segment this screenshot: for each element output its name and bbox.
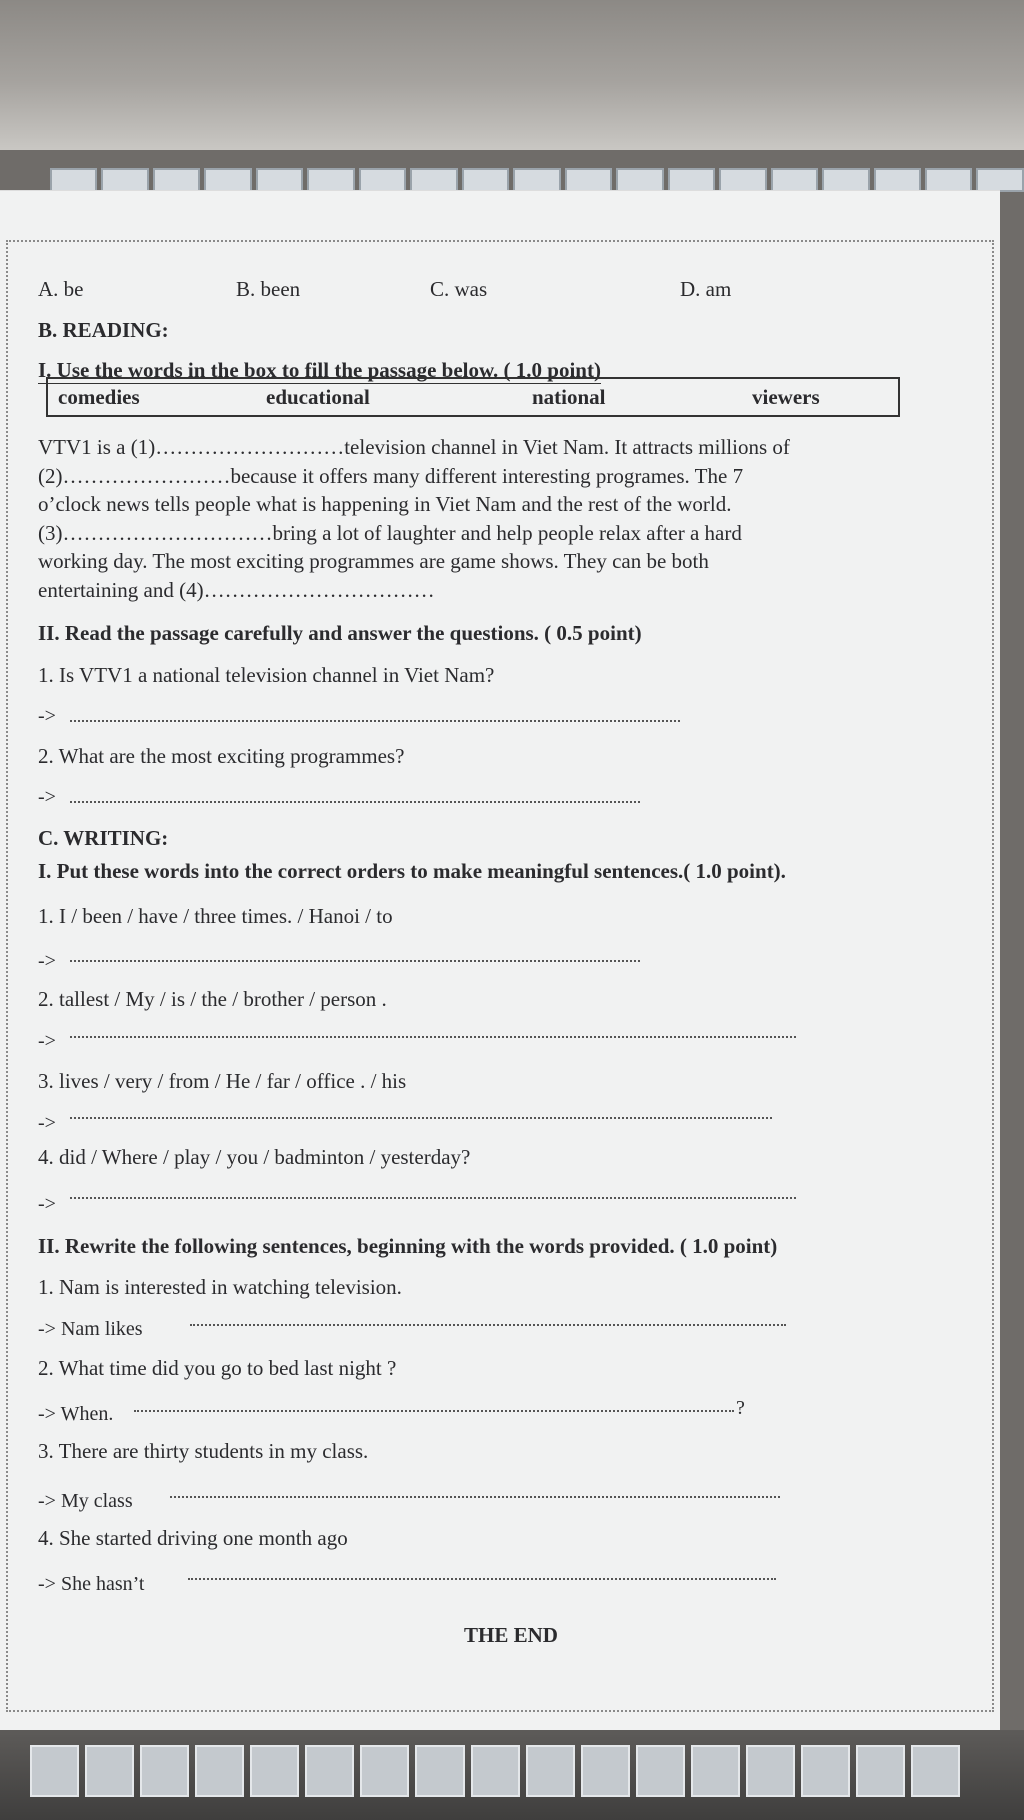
writing-item-2: 2. tallest / My / is / the / brother / person . [38,987,387,1011]
option-d: D. am [680,277,732,301]
passage-line: VTV1 is a (1)………………………television channel in Viet Nam. It attracts millions of [38,435,790,459]
answer-prompt: -> [38,1193,56,1215]
rewrite-item-4: 4. She started driving one month ago [38,1526,348,1550]
option-c: C. was [430,277,488,301]
answer-line[interactable] [70,801,640,803]
answer-line[interactable] [190,1324,786,1326]
rewrite-item-2: 2. What time did you go to bed last night ? [38,1356,397,1380]
rewrite-prompt: -> Nam likes [38,1318,143,1340]
word-box-item: educational [266,385,370,409]
answer-line[interactable] [70,960,640,962]
writing-item-4: 4. did / Where / play / you / badminton / yesterday? [38,1145,471,1169]
reading-question-1: 1. Is VTV1 a national television channel in Viet Nam? [38,663,495,687]
option-b: B. been [236,277,301,301]
writing-heading: C. WRITING: [38,826,169,850]
writing-item-1: 1. I / been / have / three times. / Hanoi / to [38,904,393,928]
answer-line[interactable] [134,1410,734,1412]
reading-question-2: 2. What are the most exciting programmes? [38,744,405,768]
answer-line[interactable] [70,1197,796,1199]
reading-passage [38,433,968,604]
passage-line: (2)……………………because it offers many different interesting programes. The 7 [38,463,744,488]
rewrite-prompt: -> When. [38,1403,114,1425]
passage-line: (3)…………………………bring a lot of laughter and help people relax after a hard [38,520,742,545]
answer-prompt: -> [38,705,56,727]
writing-item-3: 3. lives / very / from / He / far / office . / his [38,1069,407,1093]
answer-prompt: -> [38,1030,56,1052]
answer-prompt: -> [38,950,56,972]
writing-part1-instruction: I. Put these words into the correct orders to make meaningful sentences.( 1.0 point). [38,859,786,883]
rewrite-end-mark: ? [736,1397,745,1419]
rewrite-item-1: 1. Nam is interested in watching television. [38,1275,402,1299]
word-box-item: viewers [752,385,820,409]
answer-line[interactable] [70,1117,772,1119]
answer-line[interactable] [188,1578,776,1580]
answer-prompt: -> [38,1112,56,1134]
answer-prompt: -> [38,786,56,808]
passage-line: o’clock news tells people what is happening in Viet Nam and the rest of the world. [38,492,732,516]
end-marker: THE END [464,1623,558,1647]
word-box-item: national [532,385,606,409]
option-a: A. be [38,277,84,301]
reading-part2-instruction: II. Read the passage carefully and answer the questions. ( 0.5 point) [38,621,642,645]
rewrite-prompt: -> She hasn’t [38,1573,145,1595]
answer-line[interactable] [170,1496,780,1498]
reading-heading: B. READING: [38,318,169,342]
word-box [46,377,900,417]
rewrite-item-3: 3. There are thirty students in my class. [38,1439,369,1463]
answer-line[interactable] [70,720,680,722]
answer-line[interactable] [70,1036,796,1038]
passage-line: working day. The most exciting programmes are game shows. They can be both [38,549,709,573]
writing-part2-instruction: II. Rewrite the following sentences, beginning with the words provided. ( 1.0 point) [38,1234,778,1258]
word-box-item: comedies [58,385,140,409]
rewrite-prompt: -> My class [38,1490,133,1512]
passage-line: entertaining and (4)…………………………… [38,577,435,602]
reading-part1-instruction: I. Use the words in the box to fill the passage below. ( 1.0 point) [38,358,601,382]
